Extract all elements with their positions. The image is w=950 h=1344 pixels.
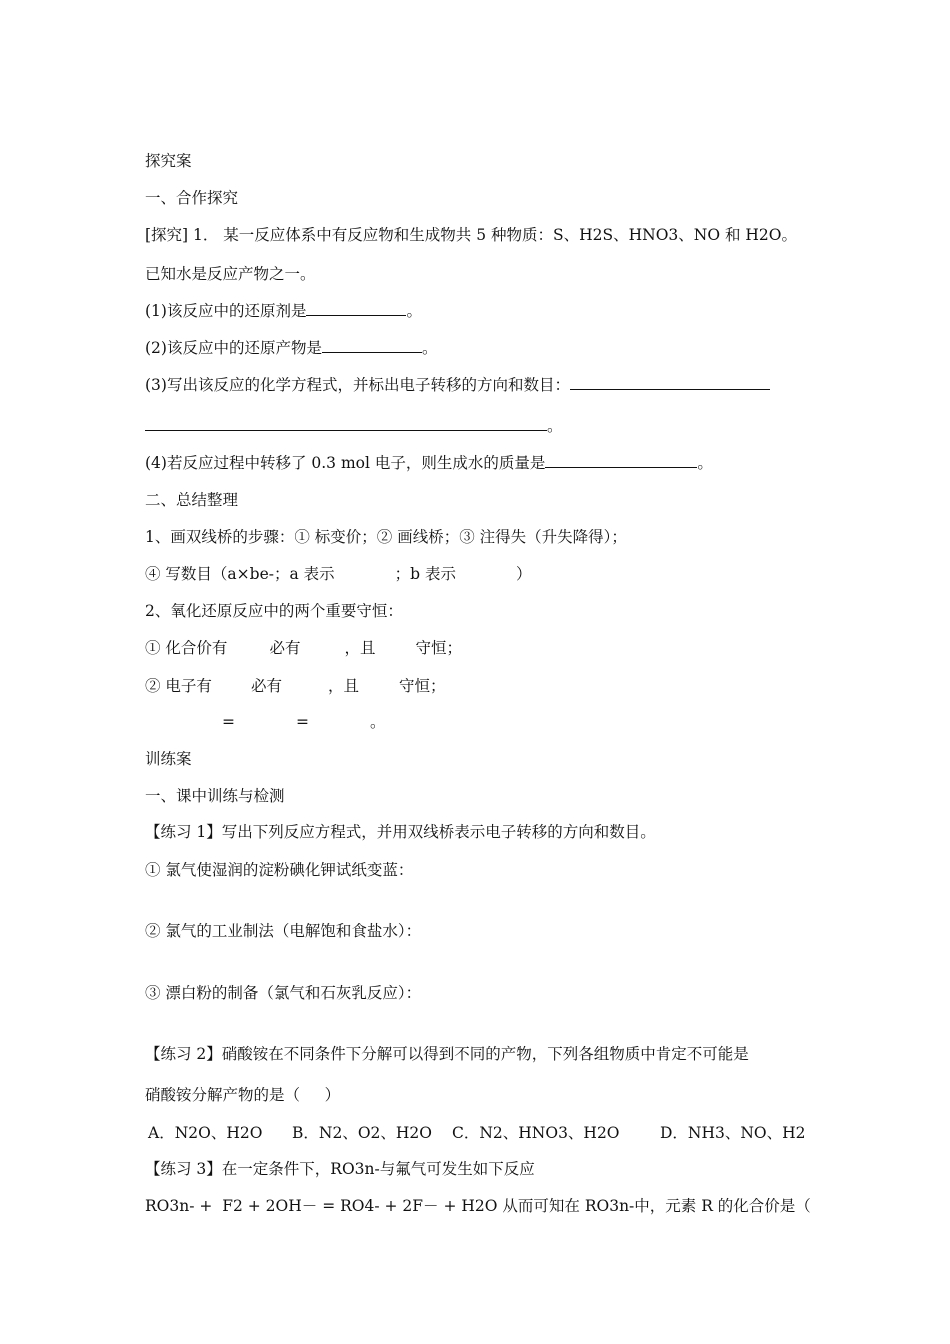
exercise-3-line-1: 【练习 3】在一定条件下，RO3n-与氟气可发生如下反应 bbox=[145, 1160, 535, 1178]
question-2 bbox=[145, 338, 437, 358]
answer-blank-2 bbox=[322, 338, 422, 353]
summary-step-4 bbox=[145, 564, 532, 584]
c2-d: 守恒； bbox=[398, 677, 446, 695]
exercise-1-item-2: ② 氯气的工业制法（电解饱和食盐水）： bbox=[145, 922, 422, 940]
step4-text-a: ④ 写数目（a×be-；a 表示 bbox=[145, 565, 335, 583]
question-3-text: (3)写出该反应的化学方程式，并标出电子转移的方向和数目： bbox=[145, 376, 570, 394]
equality-2: = bbox=[296, 713, 309, 731]
question-intro-2: 已知水是反应产物之一。 bbox=[145, 265, 316, 283]
section-in-class: 一、课中训练与检测 bbox=[145, 787, 285, 805]
answer-blank-1 bbox=[306, 301, 406, 316]
section-summary: 二、总结整理 bbox=[145, 491, 239, 509]
question-4 bbox=[145, 453, 713, 473]
c2-c: ，且 bbox=[327, 677, 359, 695]
question-3 bbox=[145, 375, 770, 395]
step4-text-c: ） bbox=[516, 565, 532, 583]
section-cooperative-explore: 一、合作探究 bbox=[145, 189, 239, 207]
exercise-2-line-1: 【练习 2】硝酸铵在不同条件下分解可以得到不同的产物，下列各组物质中肯定不可能是 bbox=[145, 1045, 749, 1063]
option-a: A．N2O、H2O bbox=[148, 1124, 263, 1142]
punct: 。 bbox=[421, 339, 438, 357]
punct: 。 bbox=[547, 417, 563, 435]
conservation-1 bbox=[145, 638, 462, 658]
exercise-2-line-2: 硝酸铵分解产物的是（ ） bbox=[145, 1086, 341, 1104]
conservation-2 bbox=[145, 676, 445, 696]
punct: 。 bbox=[697, 454, 713, 472]
exercise-3-line-2: RO3n- + F2 + 2OH－ = RO4- + 2F－ + H2O 从而可知在 RO3n-中，元素 R 的化合价是（ bbox=[145, 1197, 811, 1215]
c1-c: ，且 bbox=[344, 639, 376, 657]
question-1-text: (1)该反应中的还原剂是 bbox=[145, 302, 307, 320]
answer-blank-3b bbox=[145, 416, 547, 431]
option-d: D．NH3、NO、H2 bbox=[660, 1124, 806, 1142]
exercise-1-item-3: ③ 漂白粉的制备（氯气和石灰乳反应）： bbox=[145, 984, 422, 1002]
exercise-1-item-1: ① 氯气使湿润的淀粉碘化钾试纸变蓝： bbox=[145, 861, 414, 879]
c2-a: ② 电子有 bbox=[145, 677, 212, 695]
question-1 bbox=[145, 301, 422, 321]
question-2-text: (2)该反应中的还原产物是 bbox=[145, 339, 322, 357]
question-4-text: (4)若反应过程中转移了 0.3 mol 电子，则生成水的质量是 bbox=[145, 454, 546, 472]
heading-training: 训练案 bbox=[145, 750, 192, 768]
equality-end: 。 bbox=[370, 713, 386, 731]
heading-explore: 探究案 bbox=[145, 152, 192, 170]
equality-1: = bbox=[222, 713, 235, 731]
question-intro: [探究] 1． 某一反应体系中有反应物和生成物共 5 种物质：S、H2S、HNO3、NO 和 H2O。 bbox=[145, 226, 798, 244]
question-3-cont bbox=[145, 416, 563, 436]
summary-step-1: 1、画双线桥的步骤：① 标变价；② 画线桥；③ 注得失（升失降得）； bbox=[145, 528, 627, 546]
c1-d: 守恒； bbox=[415, 639, 462, 657]
c1-a: ① 化合价有 bbox=[145, 639, 228, 657]
c1-b: 必有 bbox=[269, 639, 301, 657]
exercise-1: 【练习 1】写出下列反应方程式，并用双线桥表示电子转移的方向和数目。 bbox=[145, 823, 656, 841]
option-c: C．N2、HNO3、H2O bbox=[452, 1124, 620, 1142]
option-b: B．N2、O2、H2O bbox=[292, 1124, 432, 1142]
step4-text-b: ；b 表示 bbox=[394, 565, 457, 583]
punct: 。 bbox=[406, 302, 422, 320]
conservation-title: 2、氧化还原反应中的两个重要守恒： bbox=[145, 602, 403, 620]
answer-blank-4 bbox=[545, 453, 697, 468]
answer-blank-3a bbox=[570, 375, 770, 390]
c2-b: 必有 bbox=[250, 677, 282, 695]
